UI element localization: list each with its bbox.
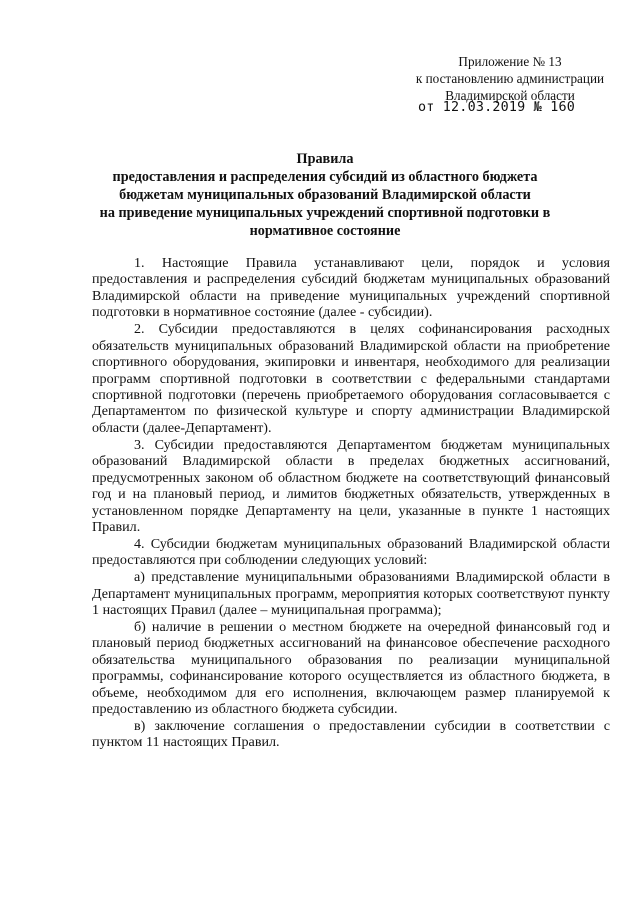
paragraph-4a: а) представление муниципальными образованиями Владимирской области в Департамент муниципальных программ, мероприятия которых соответствуют пункту 1 настоящих Правил (далее – муниципальная программа);: [92, 569, 610, 619]
paragraph-4c: в) заключение соглашения о предоставлении субсидии в соответствии с пунктом 11 настоящих Правил.: [92, 718, 610, 751]
decree-date-number: от 12.03.2019 № 160: [418, 100, 575, 115]
paragraph-1: 1. Настоящие Правила устанавливают цели, порядок и условия предоставления и распределения субсидий бюджетам муниципальных образований Владимирской области на приведение муниципальных учреждений спортивной подготовки в нормативное состояние (далее - субсидии).: [92, 255, 610, 321]
title-line-3: на приведение муниципальных учреждений спортивной подготовки в: [99, 205, 551, 221]
document-body: [92, 255, 610, 751]
paragraph-2: 2. Субсидии предоставляются в целях софинансирования расходных обязательств муниципальных образований Владимирской области на приобретение спортивного оборудования, экипировки и инвентаря, необходимого для реализации программ спортивной подготовки в соответствии с федеральными стандартами спортивной подготовки (перечень приобретаемого оборудования согласовывается с Департаментом по физической культуре и спорту администрации Владимирской области (далее-Департамент).: [92, 321, 610, 436]
paragraph-4: 4. Субсидии бюджетам муниципальных образований Владимирской области предоставляются при соблюдении следующих условий:: [92, 535, 610, 569]
title-line-1: предоставления и распределения субсидий из областного бюджета: [112, 169, 538, 185]
title-line-4: нормативное состояние: [249, 223, 401, 239]
title-heading: Правила: [296, 151, 354, 167]
title-line-2: бюджетам муниципальных образований Владимирской области: [119, 187, 531, 203]
document-title: [90, 150, 560, 240]
appendix-number: Приложение № 13: [458, 54, 562, 69]
paragraph-3: 3. Субсидии предоставляются Департаментом бюджетам муниципальных образований Владимирской области в пределах бюджетных ассигнований, предусмотренных законом об областном бюджете на соответствующий финансовый год и на плановый период, и лимитов бюджетных обязательств, утвержденных в установленном порядке Департаменту на цели, указанные в пункте 1 настоящих Правил.: [92, 436, 610, 536]
appendix-region: Владимирской области: [445, 88, 575, 103]
appendix-decree-ref: к постановлению администрации: [415, 71, 605, 86]
paragraph-4b: б) наличие в решении о местном бюджете на очередной финансовый год и плановый период бюджетных ассигнований на финансовое обеспечение расходного обязательства муниципального образования по реализации муниципальной программы, софинансирование которого осуществляется из областного бюджета, в объеме, необходимом для его исполнения, включающем размер планируемой к предоставлению из областного бюджета субсидии.: [92, 618, 610, 718]
appendix-header: [405, 53, 615, 104]
